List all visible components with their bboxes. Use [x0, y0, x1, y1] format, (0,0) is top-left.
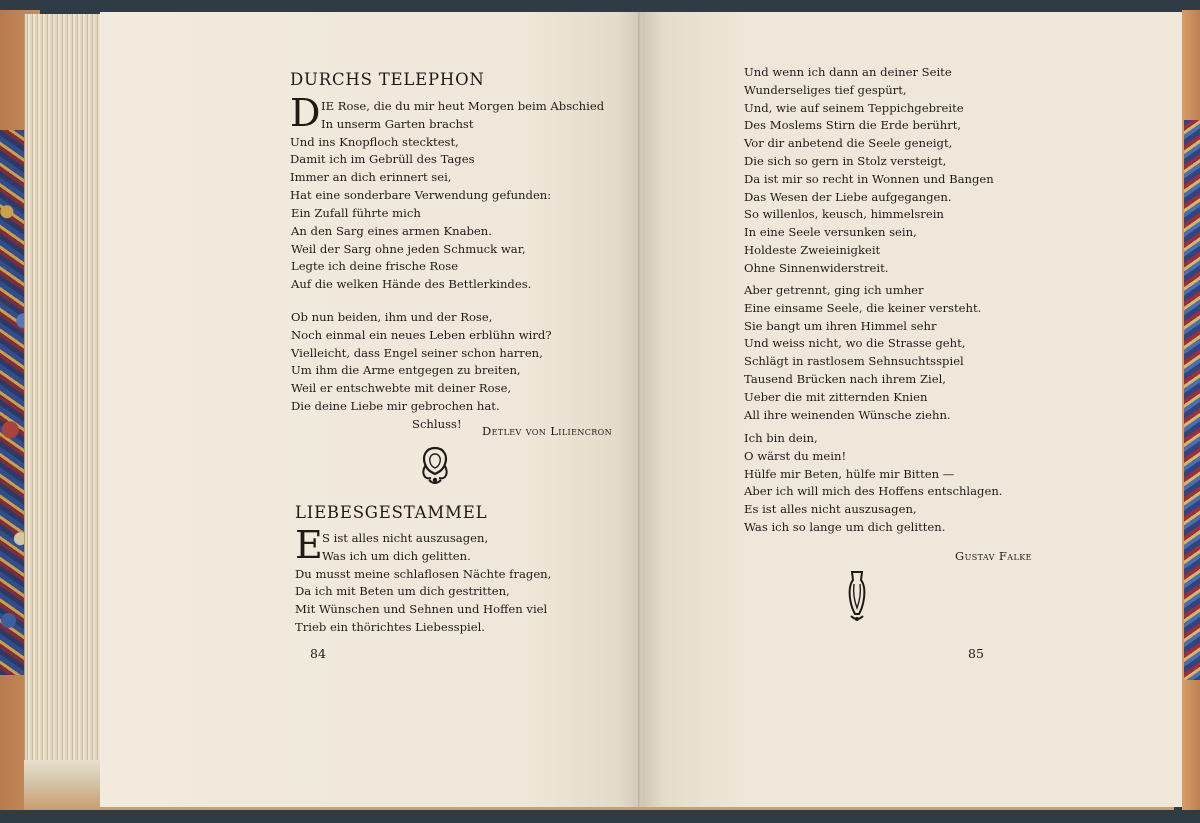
poem-line: Wunderseliges tief gespürt, [744, 82, 907, 97]
poem-line: All ihre weinenden Wünsche ziehn. [744, 407, 951, 422]
page-number-left: 84 [310, 646, 326, 661]
poem-title-durchs-telephon: DURCHS TELEPHON [290, 70, 485, 89]
poem2-stanza-1 [295, 523, 552, 637]
right-page [642, 12, 1182, 807]
poem2-stanza-2 [744, 64, 994, 278]
poem-line: Und weiss nicht, wo die Strasse geht, [744, 336, 966, 351]
poem-line: Vielleicht, dass Engel seiner schon harren, [291, 345, 543, 360]
poem-line: Und wenn ich dann an deiner Seite [744, 65, 952, 79]
poem2-stanza-4 [744, 430, 1002, 537]
poem-line: Trieb ein thörichtes Liebesspiel. [295, 619, 485, 634]
poem-line: Was ich um dich gelitten. [322, 548, 471, 563]
poem1-stanza-2 [291, 205, 531, 294]
poem-line: Vor dir anbetend die Seele geneigt, [744, 136, 953, 151]
poem-line: Es ist alles nicht auszusagen, [744, 502, 917, 517]
poem-line: So willenlos, keusch, himmelsrein [744, 207, 944, 222]
poem-line: Da ich mit Beten um dich gestritten, [295, 584, 510, 599]
poem-line: Auf die welken Hände des Bettlerkindes. [291, 277, 532, 292]
poem-line: Damit ich im Gebrüll des Tages [290, 152, 475, 167]
poem-line: Holdeste Zweieinigkeit [744, 242, 881, 257]
poem-line: Und ins Knopfloch stecktest, [290, 134, 459, 149]
author-liliencron: Detlev von Liliencron [482, 424, 613, 438]
poem-line: O wärst du mein! [744, 448, 847, 463]
poem-line: Eine einsame Seele, die keiner versteht. [744, 300, 982, 315]
poem-title-liebesgestammel: LIEBESGESTAMMEL [295, 503, 488, 522]
poem-line: Immer an dich erinnert sei, [290, 170, 452, 185]
poem-line: Noch einmal ein neues Leben erblühn wird? [291, 327, 552, 342]
poem-line: Sie bangt um ihren Himmel sehr [744, 318, 937, 333]
poem-line: Die sich so gern in Stolz versteigt, [744, 153, 947, 168]
ornament-vignette-icon [416, 444, 454, 488]
poem-line: In eine Seele versunken sein, [744, 225, 917, 240]
poem-line: Die deine Liebe mir gebrochen hat. [291, 398, 500, 413]
poem-line: Hülfe mir Beten, hülfe mir Bitten — [744, 466, 955, 481]
left-page [100, 12, 642, 807]
poem-line: IE Rose, die du mir heut Morgen beim Abschied [321, 99, 605, 113]
poem-line: Ob nun beiden, ihm und der Rose, [291, 310, 493, 324]
marbled-endpaper-right [1184, 120, 1200, 680]
poem-line: Ich bin dein, [744, 431, 818, 445]
dropcap-d: D [290, 91, 321, 135]
poem-line: An den Sarg eines armen Knaben. [291, 223, 492, 238]
dropcap-e: E [295, 523, 323, 567]
author-falke: Gustav Falke [955, 549, 1032, 563]
poem-line: Ein Zufall führte mich [291, 206, 421, 220]
poem-line: Und, wie auf seinem Teppichgebreite [744, 100, 964, 115]
poem-line: Das Wesen der Liebe aufgegangen. [744, 189, 952, 204]
poem-line: Des Moslems Stirn die Erde berührt, [744, 118, 962, 133]
page-number-right: 85 [968, 646, 984, 661]
poem2-stanza-3 [744, 282, 981, 424]
poem-line: Weil der Sarg ohne jeden Schmuck war, [291, 241, 526, 256]
poem-line: Tausend Brücken nach ihrem Ziel, [744, 371, 946, 386]
poem-line: Schlägt in rastlosem Sehnsuchtsspiel [744, 354, 964, 369]
poem-line: Weil er entschwebte mit deiner Rose, [291, 381, 512, 396]
poem-closing: Schluss! [412, 416, 462, 431]
poem-line: Ueber die mit zitternden Knien [744, 389, 928, 404]
poem-line: Da ist mir so recht in Wonnen und Bangen [744, 171, 994, 186]
poem1-stanza-3 [291, 309, 552, 434]
page-block-edge [24, 14, 103, 806]
poem-line: Hat eine sonderbare Verwendung gefunden: [290, 187, 552, 202]
poem1-stanza-1 [290, 91, 605, 205]
poem-line: Aber getrennt, ging ich umher [744, 283, 924, 297]
poem-line: Mit Wünschen und Sehnen und Hoffen viel [295, 602, 548, 617]
poem-line: Aber ich will mich des Hoffens entschlagen. [744, 484, 1003, 499]
poem-line: Was ich so lange um dich gelitten. [744, 519, 946, 534]
poem-line: Legte ich deine frische Rose [291, 259, 459, 274]
poem-line: S ist alles nicht auszusagen, [322, 531, 489, 545]
poem-line: In unserm Garten brachst [321, 116, 474, 131]
poem-line: Ohne Sinnenwiderstreit. [744, 260, 889, 275]
poem-line: Du musst meine schlaflosen Nächte fragen, [295, 566, 552, 581]
poem-line: Um ihm die Arme entgegen zu breiten, [291, 363, 521, 378]
ornament-vase-icon [845, 568, 869, 624]
